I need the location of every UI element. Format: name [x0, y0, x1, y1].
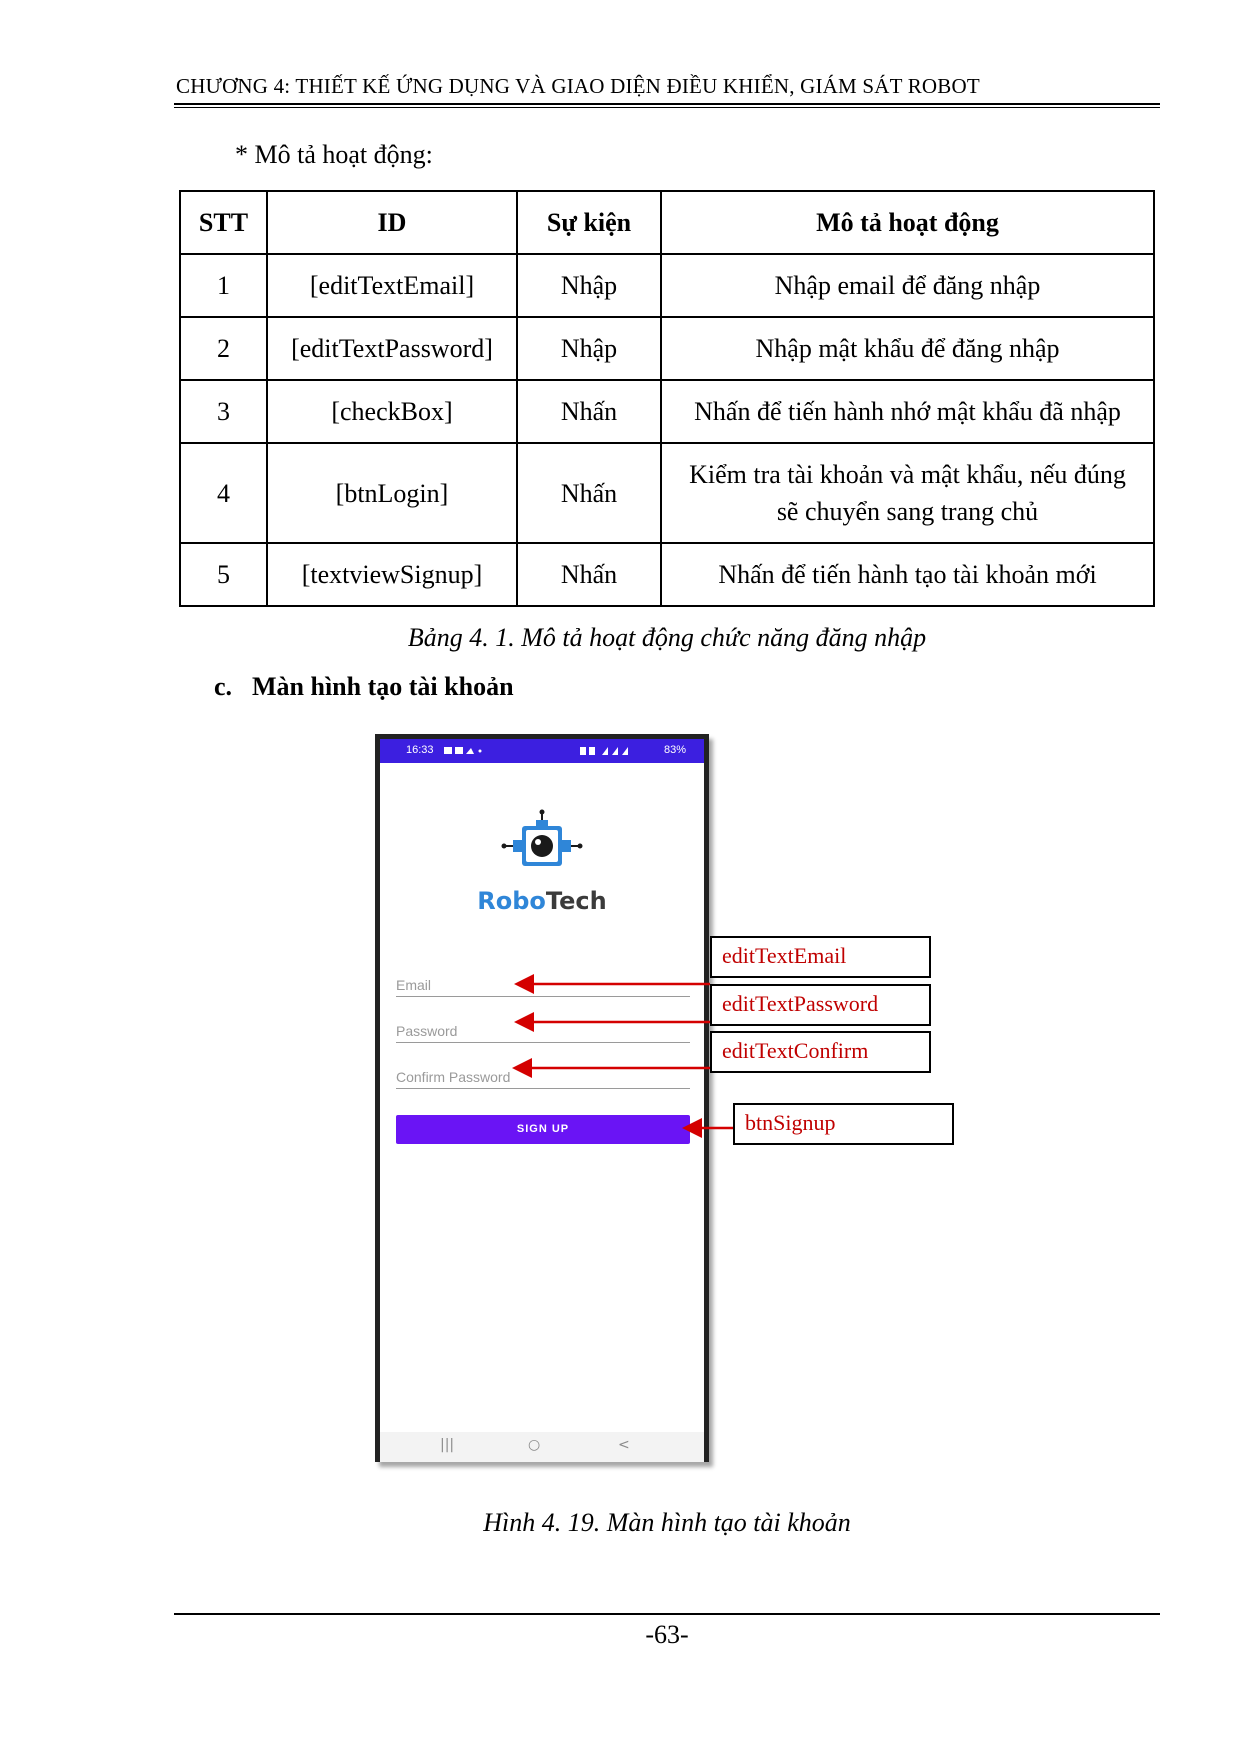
cell-event: Nhập — [517, 317, 661, 380]
brand-tech: Tech — [545, 887, 607, 915]
figure-caption: Hình 4. 19. Màn hình tạo tài khoản — [483, 1508, 851, 1537]
callout-edittextconfirm: editTextConfirm — [710, 1031, 931, 1073]
recents-icon[interactable]: ||| — [440, 1437, 455, 1453]
cell-event: Nhấn — [517, 543, 661, 606]
header-id: ID — [267, 191, 517, 254]
battery-percent: 83% — [663, 744, 686, 756]
section-title: Màn hình tạo tài khoản — [252, 672, 514, 701]
cell-id: [checkBox] — [267, 380, 517, 443]
cell-description: Nhập email để đăng nhập — [661, 254, 1154, 317]
cell-stt: 1 — [180, 254, 267, 317]
callout-edittextemail: editTextEmail — [710, 936, 931, 978]
sign-up-button[interactable]: SIGN UP — [396, 1115, 690, 1144]
header-stt: STT — [180, 191, 267, 254]
cell-id: [textviewSignup] — [267, 543, 517, 606]
status-time: 16:33 — [406, 744, 434, 756]
cell-description: Nhấn để tiến hành tạo tài khoản mới — [661, 543, 1154, 606]
cell-id: [editTextEmail] — [267, 254, 517, 317]
cell-description: Nhấn để tiến hành nhớ mật khẩu đã nhập — [661, 380, 1154, 443]
section-number: c. — [214, 672, 233, 701]
confirm-password-placeholder: Confirm Password — [396, 1069, 511, 1085]
callout-btnsignup: btnSignup — [733, 1103, 954, 1145]
home-icon[interactable]: ○ — [528, 1437, 541, 1453]
password-placeholder: Password — [396, 1023, 458, 1039]
cell-description-line: sẽ chuyển sang trang chủ — [776, 497, 1039, 526]
header-description: Mô tả hoạt động — [661, 191, 1154, 254]
cell-description: Nhập mật khẩu để đăng nhập — [661, 317, 1154, 380]
callout-edittextpassword: editTextPassword — [710, 984, 931, 1026]
table-caption: Bảng 4. 1. Mô tả hoạt động chức năng đăng nhập — [407, 623, 927, 652]
brand-robo: Robo — [477, 887, 546, 915]
running-header: CHƯƠNG 4: THIẾT KẾ ỨNG DỤNG VÀ GIAO DIỆN ĐIỀU KHIỂN, GIÁM SÁT ROBOT — [176, 74, 980, 98]
cell-stt: 2 — [180, 317, 267, 380]
footer-rule — [174, 1613, 1160, 1615]
page-number: -63- — [645, 1620, 689, 1649]
cell-stt: 3 — [180, 380, 267, 443]
intro-text: * Mô tả hoạt động: — [235, 140, 433, 169]
header-event: Sự kiện — [517, 191, 661, 254]
cell-id: [editTextPassword] — [267, 317, 517, 380]
cell-stt: 5 — [180, 543, 267, 606]
back-icon[interactable]: < — [618, 1437, 630, 1453]
cell-event: Nhấn — [517, 443, 661, 543]
email-placeholder: Email — [396, 977, 432, 993]
cell-description-line: Kiểm tra tài khoản và mật khẩu, nếu đúng — [689, 460, 1126, 489]
cell-event: Nhấn — [517, 380, 661, 443]
cell-event: Nhập — [517, 254, 661, 317]
cell-id: [btnLogin] — [267, 443, 517, 543]
cell-stt: 4 — [180, 443, 267, 543]
